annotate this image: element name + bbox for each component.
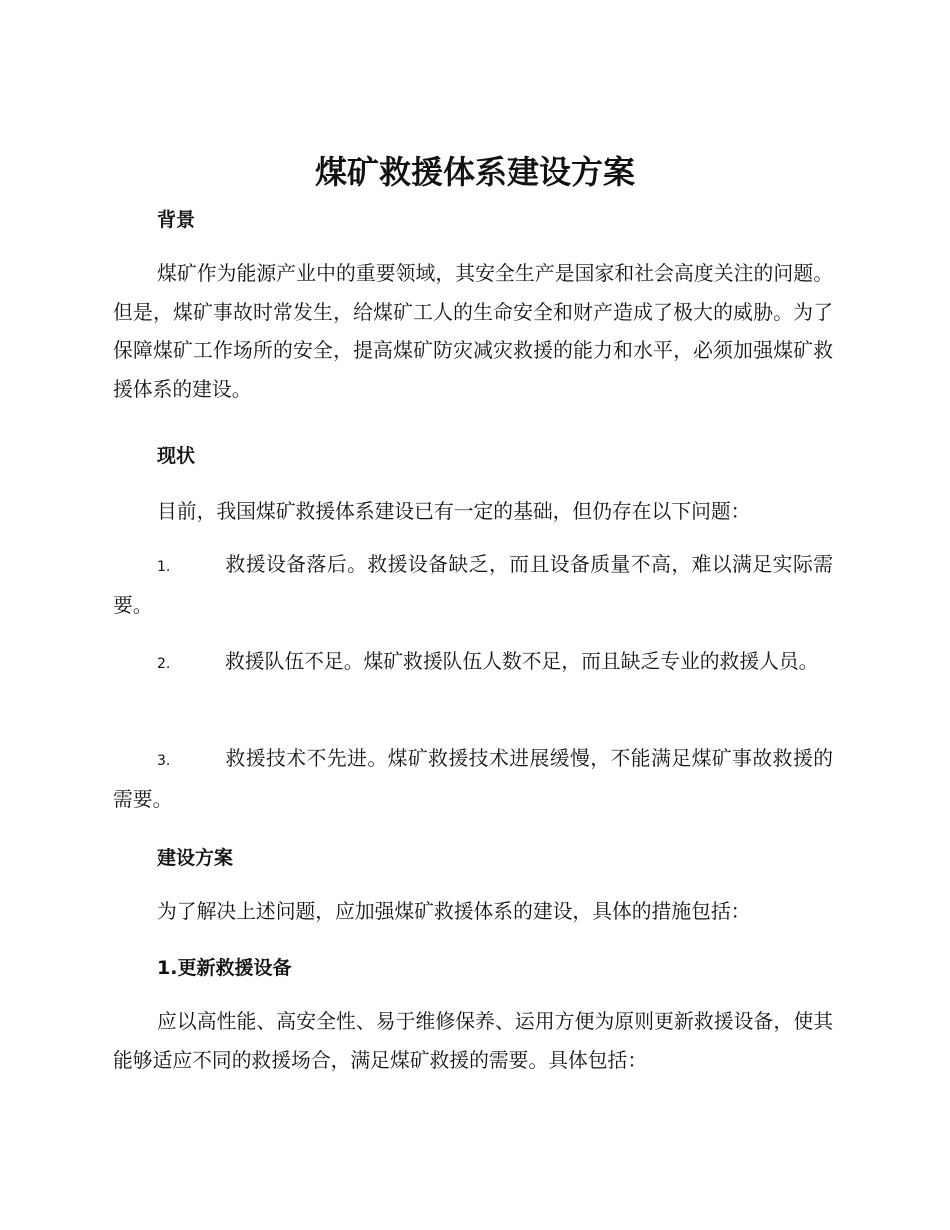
document-title: 煤矿救援体系建设方案 — [314, 153, 635, 191]
list-item — [113, 643, 833, 684]
subheading-update-equipment: 1.更新救援设备 — [157, 957, 292, 979]
paragraph-update-equipment: 应以高性能、高安全性、易于维修保养、运用方便为原则更新救援设备，使其能够适应不同的救援场合，满足煤矿救援的需要。具体包括： — [113, 1010, 833, 1072]
heading-status: 现状 — [157, 445, 196, 467]
paragraph-plan-intro: 为了解决上述问题，应加强煤矿救援体系的建设，具体的措施包括： — [157, 900, 751, 923]
list-item — [113, 546, 833, 625]
paragraph-background: 煤矿作为能源产业中的重要领域，其安全生产是国家和社会高度关注的问题。但是，煤矿事故时常发生，给煤矿工人的生命安全和财产造成了极大的威胁。为了保障煤矿工作场所的安全，提高煤矿防灾减灾救援的能力和水平，必须加强煤矿救援体系的建设。 — [113, 262, 833, 401]
list-item-number: 2. — [157, 656, 171, 672]
list-item-number: 3. — [157, 753, 171, 769]
heading-plan: 建设方案 — [157, 847, 234, 869]
list-item — [113, 740, 833, 819]
list-item-text: 救援技术不先进。煤矿救援技术进展缓慢，不能满足煤矿事故救援的需要。 — [113, 747, 833, 811]
list-item-text: 救援设备落后。救援设备缺乏，而且设备质量不高，难以满足实际需要。 — [113, 553, 833, 617]
heading-background: 背景 — [157, 209, 196, 231]
paragraph-status-intro: 目前，我国煤矿救援体系建设已有一定的基础，但仍存在以下问题： — [157, 500, 751, 523]
list-item-number: 1. — [157, 559, 171, 575]
list-item-text: 救援队伍不足。煤矿救援队伍人数不足，而且缺乏专业的救援人员。 — [225, 650, 819, 673]
